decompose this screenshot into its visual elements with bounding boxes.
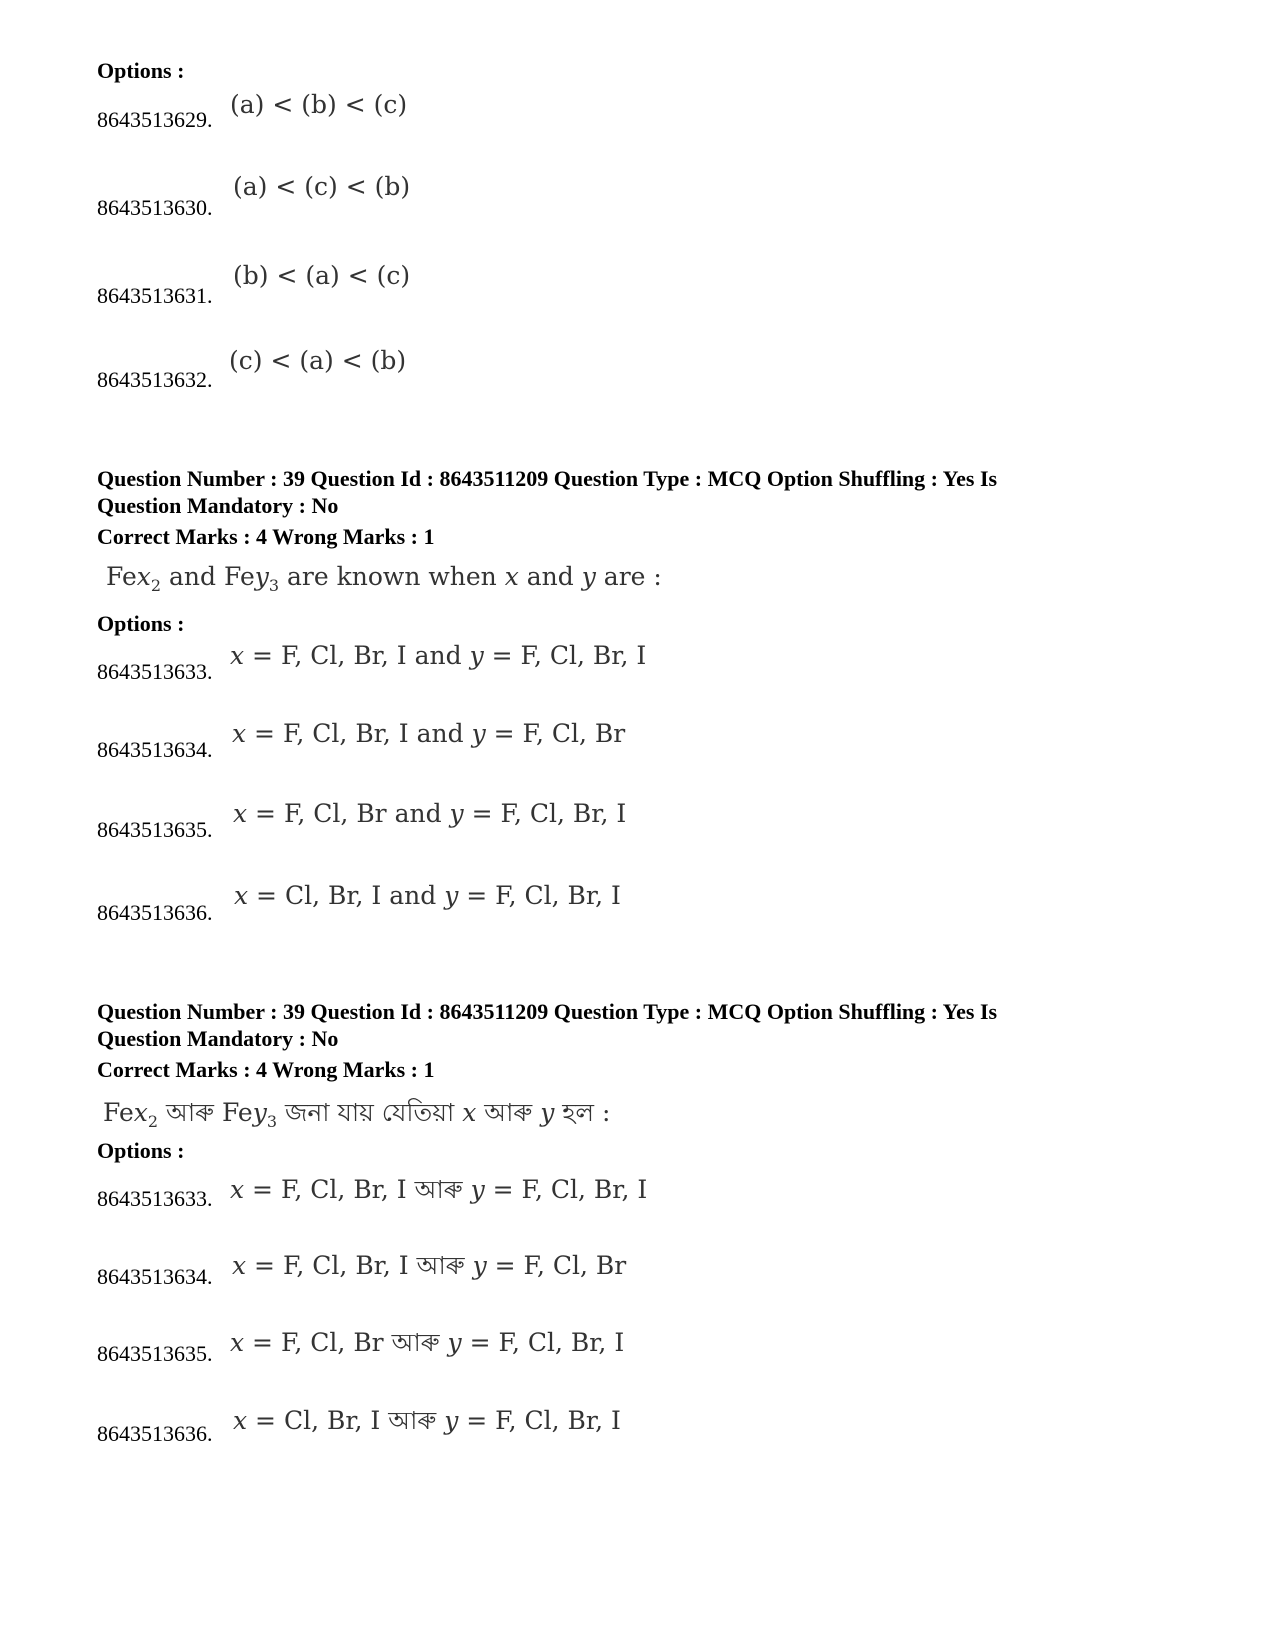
question-header-line1: Question Number : 39 Question Id : 8643511209 Question Type : MCQ Option Shuffling : Yes Is xyxy=(97,999,998,1024)
option-text: x = F, Cl, Br, I আৰু y = F, Cl, Br, I xyxy=(230,1175,648,1204)
options-label: Options : xyxy=(97,611,185,636)
option-id: 8643513635. xyxy=(97,817,213,842)
option-text: (a) < (b) < (c) xyxy=(230,90,408,119)
option-id: 8643513636. xyxy=(97,1421,213,1446)
option-id: 8643513630. xyxy=(97,195,213,220)
option-text: x = F, Cl, Br, I and y = F, Cl, Br xyxy=(232,719,626,748)
option-id: 8643513632. xyxy=(97,367,213,392)
question-header-line2: Question Mandatory : No xyxy=(97,1026,339,1051)
option-id: 8643513635. xyxy=(97,1341,213,1366)
question-header-line1: Question Number : 39 Question Id : 8643511209 Question Type : MCQ Option Shuffling : Yes Is xyxy=(97,466,998,491)
option-text: (b) < (a) < (c) xyxy=(233,261,411,290)
option-text: x = F, Cl, Br, I আৰু y = F, Cl, Br xyxy=(232,1251,627,1280)
option-text: (a) < (c) < (b) xyxy=(233,172,411,201)
marks-line: Correct Marks : 4 Wrong Marks : 1 xyxy=(97,524,435,549)
question-text: Fex$_2$ আৰু Fey$_3$ জনা যায় যেতিয়া x আৰু y হল : xyxy=(103,1098,611,1131)
option-id: 8643513634. xyxy=(97,737,213,762)
options-label: Options : xyxy=(97,1138,185,1163)
option-id: 8643513629. xyxy=(97,107,213,132)
question-header-line2: Question Mandatory : No xyxy=(97,493,339,518)
option-text: x = F, Cl, Br and y = F, Cl, Br, I xyxy=(233,799,627,828)
option-id: 8643513636. xyxy=(97,900,213,925)
option-text: x = F, Cl, Br আৰু y = F, Cl, Br, I xyxy=(230,1328,625,1357)
option-id: 8643513631. xyxy=(97,283,213,308)
option-text: x = F, Cl, Br, I and y = F, Cl, Br, I xyxy=(230,641,647,670)
option-id: 8643513634. xyxy=(97,1264,213,1289)
option-text: x = Cl, Br, I আৰু y = F, Cl, Br, I xyxy=(233,1406,621,1435)
option-text: x = Cl, Br, I and y = F, Cl, Br, I xyxy=(234,881,621,910)
question-header xyxy=(97,465,1197,519)
option-id: 8643513633. xyxy=(97,1186,213,1211)
marks-line: Correct Marks : 4 Wrong Marks : 1 xyxy=(97,1057,435,1082)
option-id: 8643513633. xyxy=(97,659,213,684)
option-text: (c) < (a) < (b) xyxy=(229,346,407,375)
question-header xyxy=(97,998,1197,1052)
options-label: Options : xyxy=(97,58,185,83)
question-text: Fex$_2$ and Fey$_3$ are known when x and y are : xyxy=(106,562,662,595)
